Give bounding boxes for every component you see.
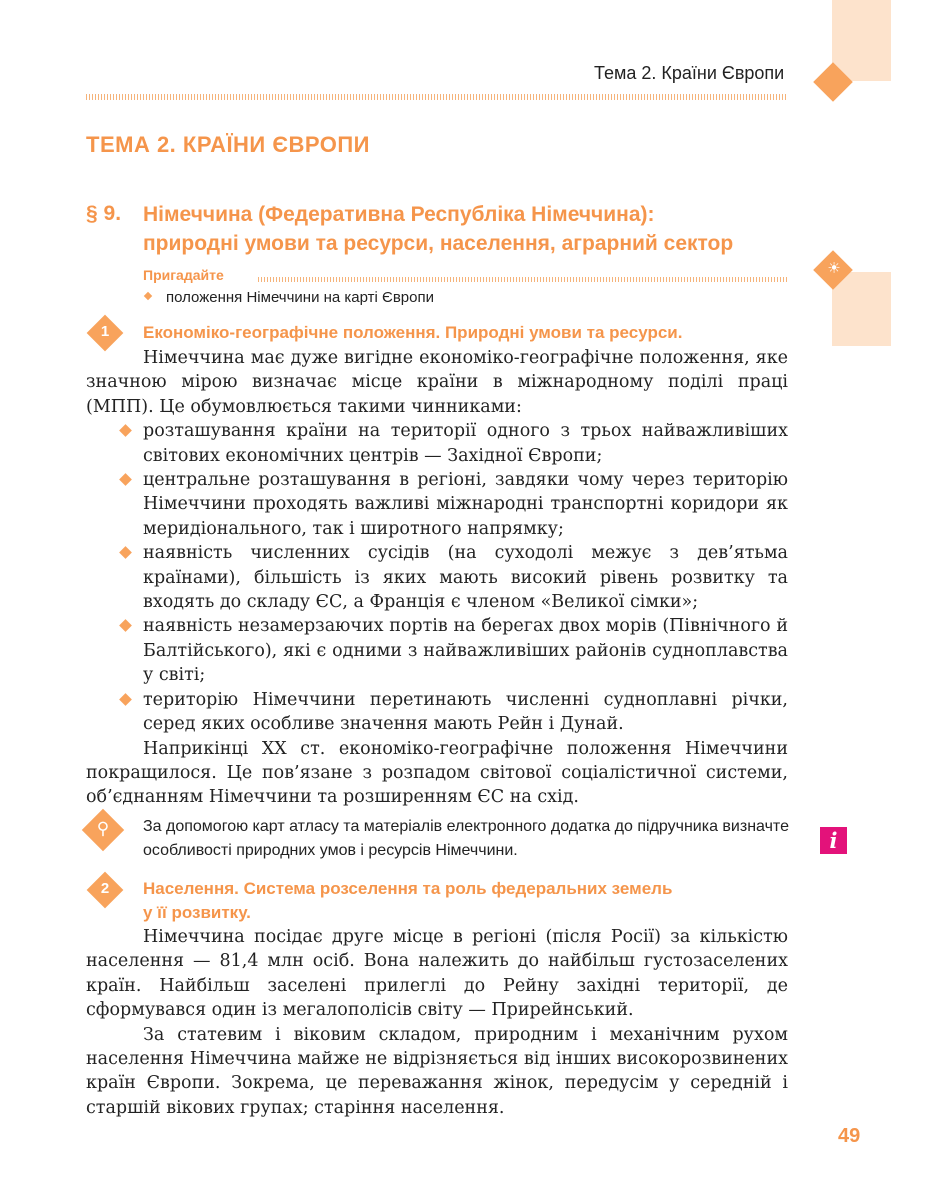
topic-title: ТЕМА 2. КРАЇНИ ЄВРОПИ (86, 132, 370, 157)
bullet-diamond-icon (119, 620, 132, 633)
info-icon[interactable]: i (820, 827, 847, 854)
list-item: розташування країни на території одного з трьох найважливіших світових економічних центрів — Західної Європи; (86, 419, 788, 468)
section-1-number: 1 (100, 323, 110, 340)
magnifier-icon: ⚲ (96, 819, 110, 838)
list-item: центральне розташування в регіоні, завдяки чому через територію Німеччини проходять важливі міжнародні транспортні коридори як меридіонального, так і широтного напрямку; (86, 468, 788, 541)
section-1-heading: Економіко-географічне положення. Природні умови та ресурси. (143, 323, 683, 342)
section-1-bullet-list (86, 419, 788, 736)
section-2-para-2: За статевим і віковим складом, природним і механічним рухом населення Німеччина майже не відрізняється від інших високорозвинених країн Європи. Зокрема, це переважання жінок, передусім у середній і старшій вікових групах; старіння населення. (86, 1024, 788, 1118)
recall-dotted-rule (258, 277, 788, 282)
section-1-closing: Наприкінці ХХ ст. економіко-географічне положення Німеччини покращилося. Це пов’язане з розпадом світової соціалістичної системи, об’єднанням Німеччини та розширенням ЄС на схід. (86, 738, 788, 808)
running-header-title: Тема 2. Країни Європи (594, 63, 785, 83)
page-number: 49 (838, 1125, 861, 1147)
section-2-heading-line1: Населення. Система розселення та роль федеральних земель (143, 879, 673, 898)
recall-label: Пригадайте (143, 267, 224, 283)
header-dotted-rule (86, 94, 788, 100)
section-2-para-1: Німеччина посідає друге місце в регіоні (після Росії) за кількістю населення — 81,4 млн осіб. Вона належить до найбільш густозаселених країн. Найбільш заселені прилеглі до Рейну західні території, де сформувався один із мегалополісів світу — Прирейнський. (86, 927, 788, 1021)
bullet-diamond-icon (119, 473, 132, 486)
lightbulb-icon: ☀ (827, 260, 841, 277)
bullet-diamond-icon (119, 424, 132, 437)
bullet-diamond-icon (119, 546, 132, 559)
paragraph-title (143, 200, 803, 258)
section-2-body (86, 925, 788, 1120)
paragraph-title-line1: Німеччина (Федеративна Республіка Німеччина): (143, 203, 655, 226)
bullet-diamond-icon (119, 693, 132, 706)
task-text: За допомогою карт атласу та матеріалів електронного додатка до підручника визначте особливості природних умов і ресурсів Німеччини. (143, 818, 789, 859)
list-item: наявність незамерзаючих портів на берегах двох морів (Північного й Балтійського), які є одними з найважливіших районів судноплавства у світі; (86, 614, 788, 687)
section-2-number: 2 (100, 880, 110, 897)
section-1-body (86, 346, 788, 810)
section-2-heading (143, 877, 672, 925)
section-2-heading-line2: у її розвитку. (143, 903, 251, 922)
paragraph-number: § 9. (86, 202, 122, 225)
side-tab-top (832, 0, 891, 81)
side-tab-recall (832, 272, 891, 346)
recall-bullet-icon (144, 292, 152, 300)
list-item: наявність численних сусідів (на суходолі межує з дев’ятьма країнами), більшість із яких мають високий рівень розвитку та входять до складу ЄС, а Франція є членом «Великої сімки»; (86, 541, 788, 614)
recall-item: положення Німеччини на карті Європи (166, 289, 434, 306)
section-1-intro: Німеччина має дуже вигідне економіко-географічне положення, яке значною мірою визначає місце країни в міжнародному поділі праці (МПП). Це обумовлюється такими чинниками: (86, 348, 788, 417)
list-item: територію Німеччини перетинають численні судноплавні річки, серед яких особливе значення мають Рейн і Дунай. (86, 688, 788, 737)
paragraph-title-line2: природні умови та ресурси, населення, аграрний сектор (143, 232, 734, 255)
